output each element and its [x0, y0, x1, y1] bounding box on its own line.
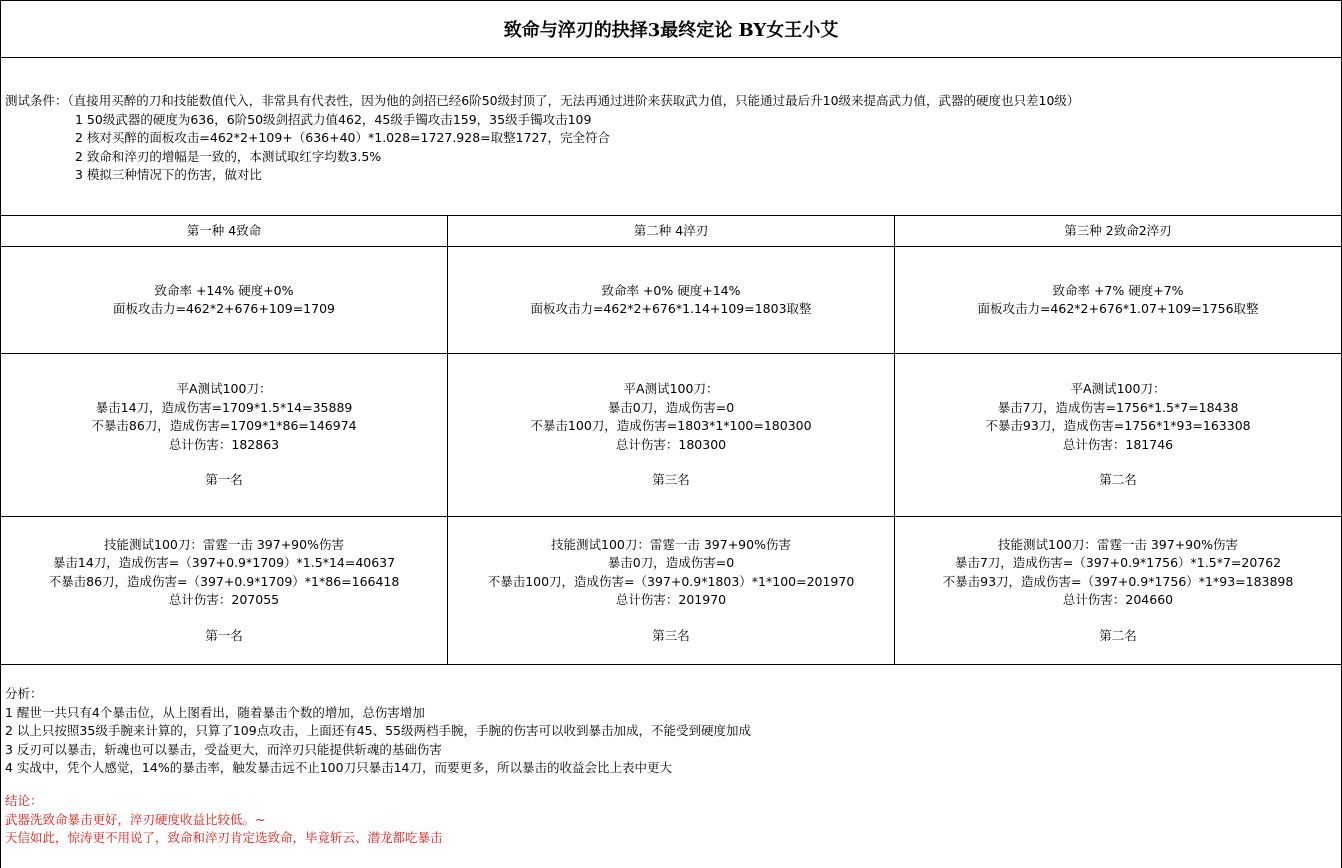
conclusion-title: 结论：: [5, 793, 43, 808]
total-damage: 总计伤害：204660: [1062, 592, 1174, 608]
condition-item: 3 模拟三种情况下的伤害，做对比: [75, 167, 262, 182]
skill-test-cell: [895, 517, 1341, 664]
crit-line: 暴击0刀，造成伤害=0: [607, 399, 735, 415]
analysis-section: [5, 685, 751, 778]
test-title: 技能测试100刀：雷霆一击 397+90%伤害: [998, 536, 1238, 552]
analysis-item: 2 以上只按照35级手腕来计算的，只算了109点攻击，上面还有45、55级两档手腕，手腕的伤害可以收到暴击加成，不能受到硬度加成: [5, 723, 752, 738]
rank: 第一名: [205, 627, 243, 643]
noncrit-line: 不暴击86刀，造成伤害=1709*1*86=146974: [91, 418, 357, 434]
analysis-item: 3 反刃可以暴击，斩魂也可以暴击，受益更大，而淬刃只能提供斩魂的基础伤害: [5, 741, 442, 757]
conclusion-line: 天信如此，惊涛更不用说了，致命和淬刃肯定选致命，毕竟斩云、潜龙都吃暴击: [5, 830, 443, 845]
noncrit-line: 不暴击93刀，造成伤害=（397+0.9*1756）*1*93=183898: [942, 573, 1294, 589]
crit-line: 暴击7刀，造成伤害=（397+0.9*1756）*1.5*7=20762: [954, 555, 1282, 571]
grid-line: [0, 664, 1342, 665]
test-title: 技能测试100刀：雷霆一击 397+90%伤害: [551, 536, 791, 552]
skill-test-cell: [448, 517, 894, 664]
crit-line: 暴击7刀，造成伤害=1756*1.5*7=18438: [997, 399, 1239, 415]
stats-line: 面板攻击力=462*2+676*1.07+109=1756取整: [977, 301, 1259, 316]
conclusion-line: 武器洗致命暴击更好，淬刃硬度收益比较低。~: [5, 811, 266, 827]
stats-cell: [448, 247, 894, 353]
condition-item: 2 核对买醉的面板攻击=462*2+109+（636+40）*1.028=1727.928=取整1727，完全符合: [75, 130, 610, 145]
stats-line: 致命率 +0% 硬度+14%: [601, 282, 741, 298]
column-header: 第一种 4致命: [186, 222, 262, 238]
conclusion-section: [5, 792, 443, 848]
normal-attack-cell: [448, 354, 894, 516]
noncrit-line: 不暴击93刀，造成伤害=1756*1*93=163308: [985, 418, 1251, 434]
test-title: 平A测试100刀：: [1070, 381, 1166, 397]
noncrit-line: 不暴击100刀，造成伤害=（397+0.9*1803）*1*100=201970: [487, 573, 855, 589]
stats-cell: [1, 247, 447, 353]
column-header: 第三种 2致命2淬刃: [1064, 222, 1172, 238]
rank: 第三名: [652, 472, 690, 488]
noncrit-line: 不暴击100刀，造成伤害=1803*1*100=180300: [530, 418, 812, 434]
normal-attack-cell: [1, 354, 447, 516]
total-damage: 总计伤害：182863: [168, 436, 280, 452]
conditions-intro: 测试条件：（直接用买醉的刀和技能数值代入，非常具有代表性，因为他的剑招已经6阶50级封顶了，无法再通过进阶来获取武力值，只能通过最后升10级来提高武力值，武器的硬度也只差10级）: [5, 93, 1080, 108]
stats-line: 致命率 +7% 硬度+7%: [1052, 282, 1184, 298]
skill-test-cell: [1, 517, 447, 664]
total-damage: 总计伤害：207055: [168, 592, 280, 608]
rank: 第一名: [205, 472, 243, 488]
condition-item: 1 50级武器的硬度为636，6阶50级剑招武力值462，45级手镯攻击159，35级手镯攻击109: [75, 111, 592, 127]
total-damage: 总计伤害：180300: [615, 436, 727, 452]
rank: 第三名: [652, 627, 690, 643]
test-title: 平A测试100刀：: [176, 381, 272, 397]
test-title: 平A测试100刀：: [623, 381, 719, 397]
stats-line: 致命率 +14% 硬度+0%: [154, 282, 294, 298]
column-header: 第二种 4淬刃: [633, 222, 709, 238]
total-damage: 总计伤害：181746: [1062, 436, 1174, 452]
analysis-item: 1 醒世一共只有4个暴击位，从上图看出，随着暴击个数的增加，总伤害增加: [5, 704, 425, 720]
page-title: 致命与淬刃的抉择3最终定论 BY女王小艾: [503, 20, 839, 41]
total-damage: 总计伤害：201970: [615, 592, 727, 608]
analysis-title: 分析：: [5, 686, 43, 701]
stats-line: 面板攻击力=462*2+676*1.14+109=1803取整: [530, 301, 812, 316]
condition-item: 2 致命和淬刃的增幅是一致的，本测试取红字均数3.5%: [75, 148, 382, 164]
rank: 第二名: [1099, 627, 1137, 643]
test-title: 技能测试100刀：雷霆一击 397+90%伤害: [104, 536, 344, 552]
rank: 第二名: [1099, 472, 1137, 488]
noncrit-line: 不暴击86刀，造成伤害=（397+0.9*1709）*1*86=166418: [48, 573, 400, 589]
normal-attack-cell: [895, 354, 1341, 516]
stats-cell: [895, 247, 1341, 353]
test-conditions: [5, 92, 1079, 185]
stats-line: 面板攻击力=462*2+676+109=1709: [113, 301, 335, 316]
analysis-item: 4 实战中，凭个人感觉，14%的暴击率，触发暴击远不止100刀只暴击14刀，而要更多，所以暴击的收益会比上表中更大: [5, 760, 672, 775]
crit-line: 暴击14刀，造成伤害=（397+0.9*1709）*1.5*14=40637: [52, 555, 396, 571]
crit-line: 暴击0刀，造成伤害=0: [607, 555, 735, 571]
crit-line: 暴击14刀，造成伤害=1709*1.5*14=35889: [95, 399, 353, 415]
